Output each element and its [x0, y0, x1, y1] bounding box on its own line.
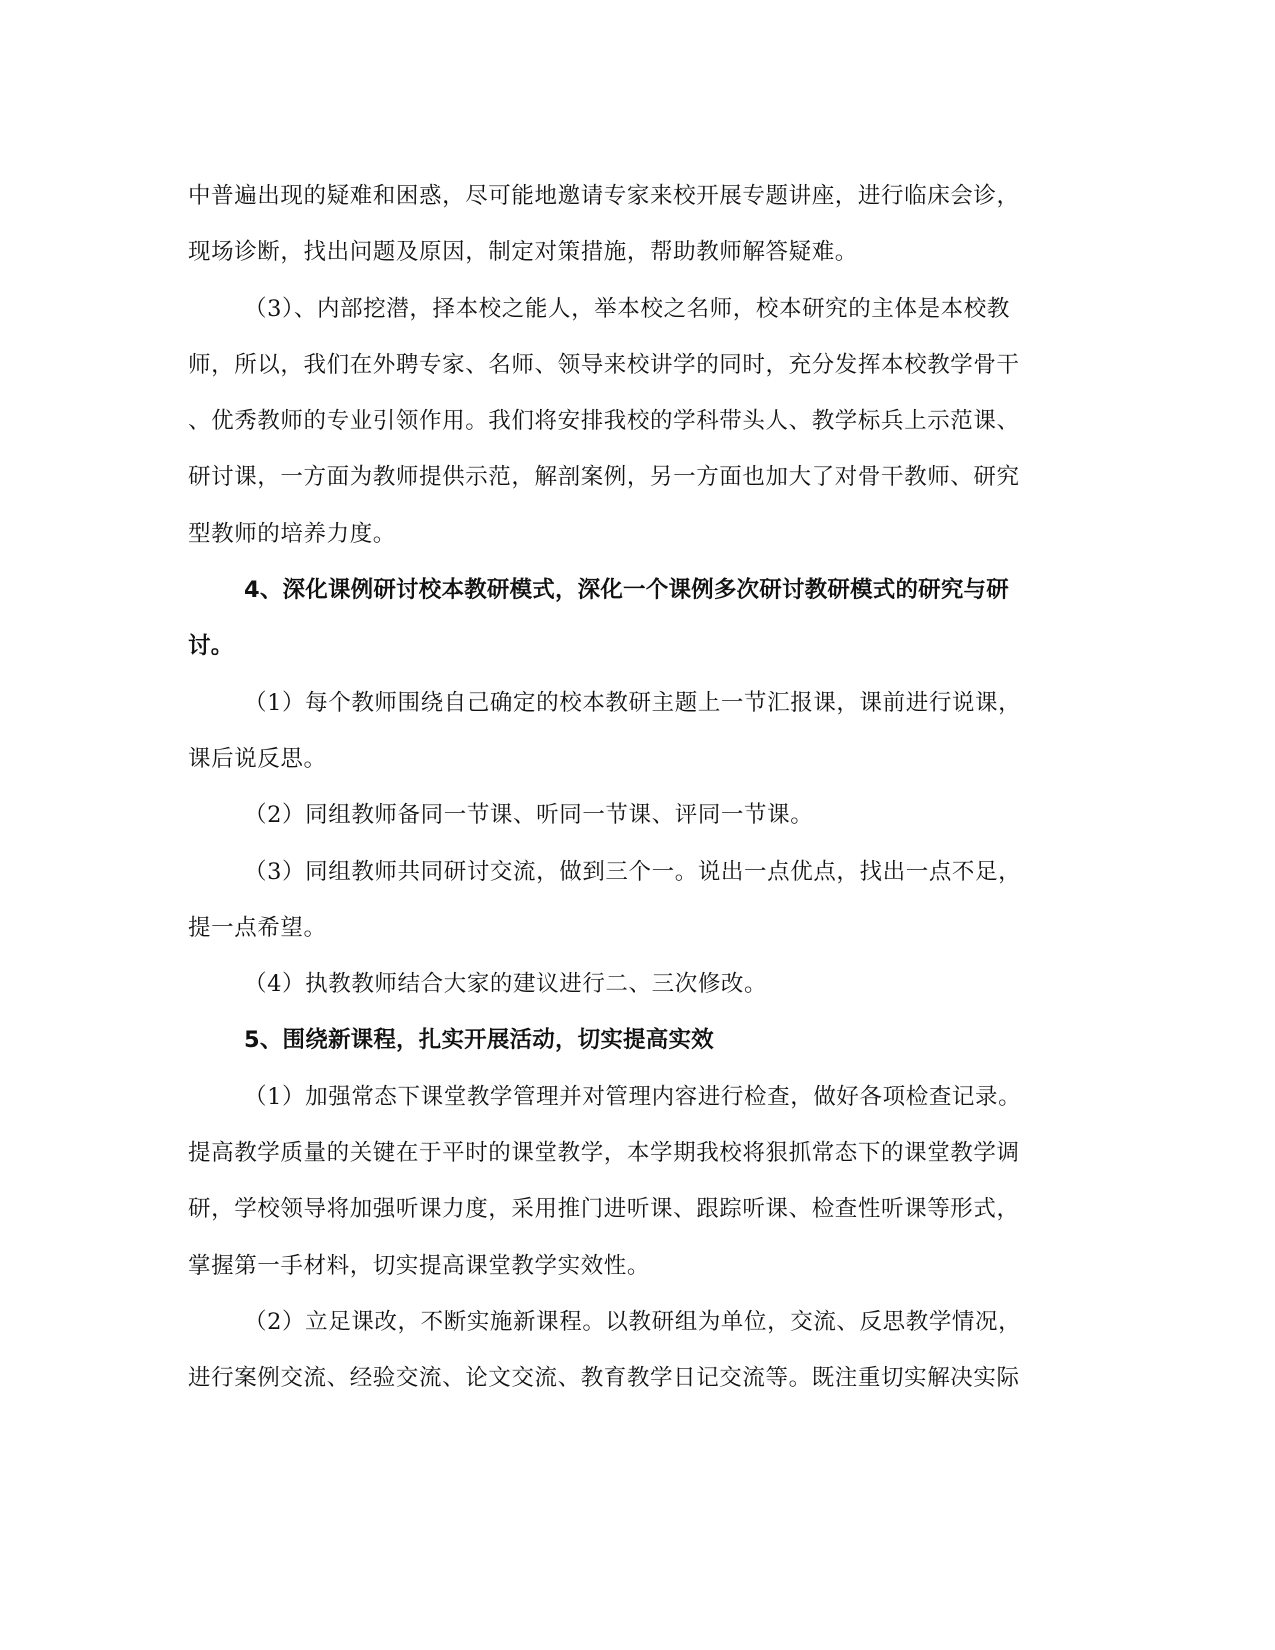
document-body	[188, 168, 1088, 1407]
text-line: （3）同组教师共同研讨交流，做到三个一。说出一点优点，找出一点不足，	[244, 858, 1022, 885]
text-line: （1）加强常态下课堂教学管理并对管理内容进行检查，做好各项检查记录。	[244, 1083, 1022, 1110]
text-line: 、优秀教师的专业引领作用。我们将安排我校的学科带头人、教学标兵上示范课、	[188, 408, 1020, 435]
text-line: 中普遍出现的疑难和困惑，尽可能地邀请专家来校开展专题讲座，进行临床会诊，	[188, 183, 1020, 209]
text-line: （2）同组教师备同一节课、听同一节课、评同一节课。	[244, 802, 814, 829]
text-line: 师，所以，我们在外聘专家、名师、领导来校讲学的同时，充分发挥本校教学骨干	[188, 351, 1020, 378]
text-line: （1）每个教师围绕自己确定的校本教研主题上一节汇报课，课前进行说课，	[244, 689, 1022, 716]
text-line: 课后说反思。	[188, 745, 327, 772]
text-line: （3）、内部挖潜，择本校之能人，举本校之名师，校本研究的主体是本校教	[244, 295, 1010, 322]
text-line: 现场诊断，找出问题及原因，制定对策措施，帮助教师解答疑难。	[188, 239, 858, 266]
text-line: 研，学校领导将加强听课力度，采用推门进听课、跟踪听课、检查性听课等形式，	[188, 1196, 1020, 1223]
section-heading: 4、深化课例研讨校本教研模式，深化一个课例多次研讨教研模式的研究与研	[244, 577, 1009, 604]
section-heading: 5、围绕新课程，扎实开展活动，切实提高实效	[244, 1027, 714, 1054]
text-line: 掌握第一手材料，切实提高课堂教学实效性。	[188, 1252, 651, 1279]
text-line: 提高教学质量的关键在于平时的课堂教学，本学期我校将狠抓常态下的课堂教学调	[188, 1140, 1020, 1167]
text-line: 提一点希望。	[188, 914, 327, 941]
text-line: （4）执教教师结合大家的建议进行二、三次修改。	[244, 971, 768, 998]
text-line: （2）立足课改，不断实施新课程。以教研组为单位，交流、反思教学情况，	[244, 1308, 1022, 1335]
section-heading: 讨。	[188, 633, 234, 660]
text-line: 型教师的培养力度。	[188, 520, 396, 547]
text-line: 进行案例交流、经验交流、论文交流、教育教学日记交流等。既注重切实解决实际	[188, 1365, 1020, 1392]
text-line: 研讨课，一方面为教师提供示范，解剖案例，另一方面也加大了对骨干教师、研究	[188, 464, 1020, 491]
